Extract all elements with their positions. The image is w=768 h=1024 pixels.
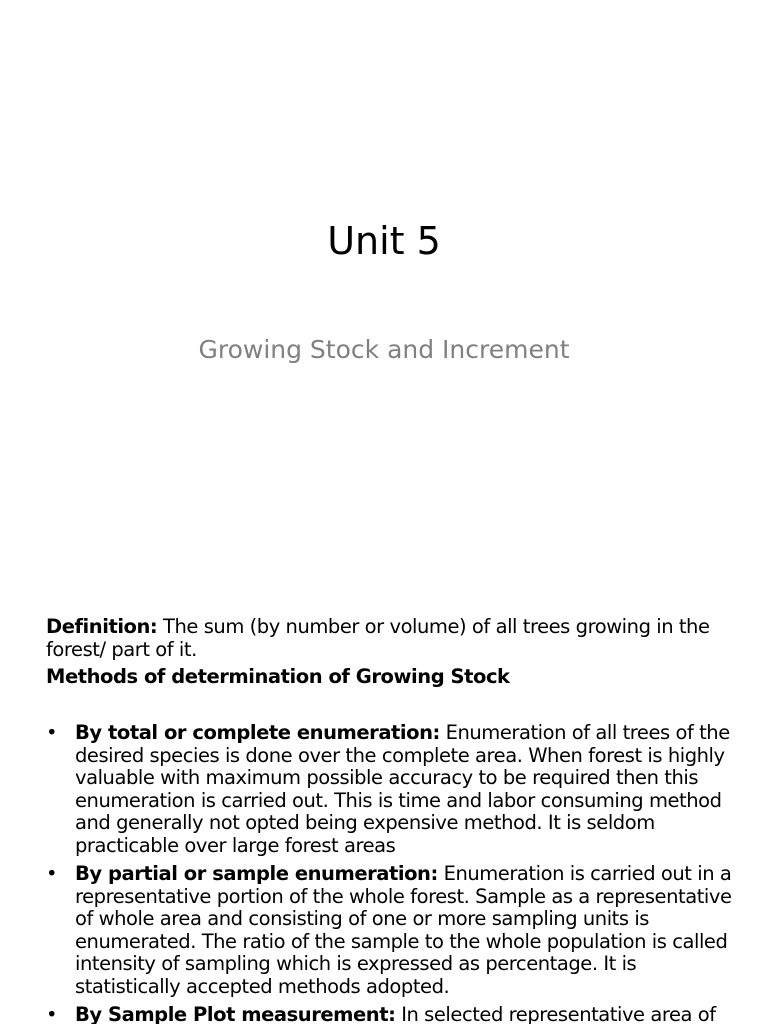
bullet-label: By Sample Plot measurement:	[75, 1003, 396, 1024]
bullet-text: Enumeration of all trees of the desired species is done over the complete area. When forest is highly valuable with maximum possible accuracy to be required then this enumeration is carried out. This is time and labor consuming method and generally not opted being expensive method. It is seldom practicable over large forest areas	[75, 721, 730, 857]
bullet-text: In selected representative area of	[395, 1003, 716, 1024]
list-item	[46, 722, 736, 857]
methods-heading: Methods of determination of Growing Stock	[46, 665, 510, 688]
definition-label: Definition:	[46, 615, 158, 638]
definition-text: The sum (by number or volume) of all trees growing in the forest/ part of it.	[46, 615, 710, 661]
list-item	[46, 1004, 736, 1024]
bullet-label: By total or complete enumeration:	[75, 721, 440, 744]
bullet-text: Enumeration is carried out in a representative portion of the whole forest. Sample as a representative of whole area and consisting of one or more sampling units is enumerated. The ratio of the sample to the whole population is called intensity of sampling which is expressed as percentage. It is statistically accepted methods adopted.	[75, 862, 732, 998]
bullet-label: By partial or sample enumeration:	[75, 862, 438, 885]
bullet-icon: •	[46, 1003, 58, 1024]
bullet-icon: •	[46, 721, 58, 744]
slide-subtitle: Growing Stock and Increment	[198, 335, 570, 364]
bullet-icon: •	[46, 862, 58, 885]
methods-list	[46, 722, 736, 1024]
list-item	[46, 863, 736, 998]
slide-title: Unit 5	[327, 219, 441, 263]
content-slide	[0, 576, 768, 1024]
definition-paragraph	[46, 616, 736, 661]
